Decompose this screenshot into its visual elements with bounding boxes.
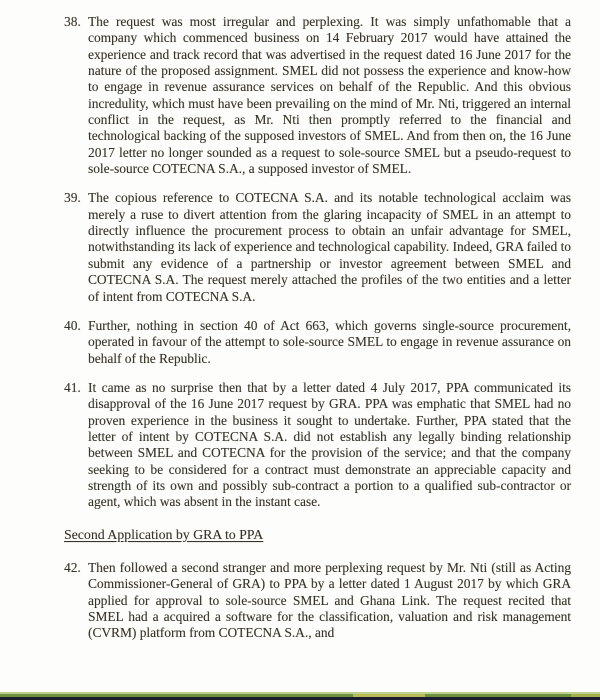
paragraph-38 [64,14,571,177]
paragraph-39 [64,190,571,304]
paragraph-number: 41. [64,379,81,395]
bottom-edge-bar [0,692,600,700]
document-body [64,14,571,655]
section-heading: Second Application by GRA to PPA [64,526,264,542]
paragraph-text: Further, nothing in section 40 of Act 663, which governs single-source procurement, operated in favour of the attempt to sole-source SMEL to engage in revenue assurance on behalf of the Republic. [88,317,571,366]
paragraph-40 [64,318,571,367]
paragraph-text: The copious reference to COTECNA S.A. and its notable technological acclaim was merely a ruse to divert attention from the glaring incapacity of SMEL in an attempt to directly influence the procurement process to obtain an unfair advantage for SMEL, notwithstanding its lack of experience and technological capability. Indeed, GRA failed to submit any evidence of a partnership or investor agreement between SMEL and COTECNA S.A. The request merely attached the profiles of the two entities and a letter of intent from COTECNA S.A. [88,190,571,304]
paragraph-42 [64,560,571,642]
paragraph-text: It came as no surprise then that by a letter dated 4 July 2017, PPA communicated its disapproval of the 16 June 2017 request by GRA. PPA was emphatic that SMEL had no proven experience in the business it sought to undertake. Further, PPA stated that the letter of intent by COTECNA S.A. did not establish any legally binding relationship between SMEL and COTECNA for the provision of the service; and that the company seeking to be considered for a contract must demonstrate an appreciable capacity and strength of its own and possibly sub-contract a portion to a qualified sub-contractor or agent, which was absent in the instant case. [88,379,571,510]
paragraph-number: 38. [64,14,81,29]
paragraph-number: 39. [64,190,81,206]
paragraph-number: 40. [64,317,81,333]
paragraph-number: 42. [64,559,81,575]
paragraph-text: The request was most irregular and perplexing. It was simply unfathomable that a company which commenced business on 14 February 2017 would have attained the experience and track record that was advertised in the request dated 16 June 2017 for the nature of the proposed assignment. SMEL did not possess the experience and know-how to engage in revenue assurance services on behalf of the Republic. And this obvious incredulity, which must have been prevailing on the mind of Mr. Nti, triggered an internal conflict in the request, as Mr. Nti then promptly referred to the financial and technological backing of the supposed investors of SMEL. And from then on, the 16 June 2017 letter no longer sounded as a request to sole-source SMEL but a pseudo-request to sole-source COTECNA S.A., a supposed investor of SMEL. [88,14,571,177]
paragraph-text: Then followed a second stranger and more perplexing request by Mr. Nti (still as Acting Commissioner-General of GRA) to PPA by a letter dated 1 August 2017 by which GRA applied for approval to sole-source SMEL and Ghana Link. The request recited that SMEL had a acquired a software for the classification, valuation and risk management (CVRM) platform from COTECNA S.A., and [88,559,571,641]
paragraph-41 [64,380,571,511]
